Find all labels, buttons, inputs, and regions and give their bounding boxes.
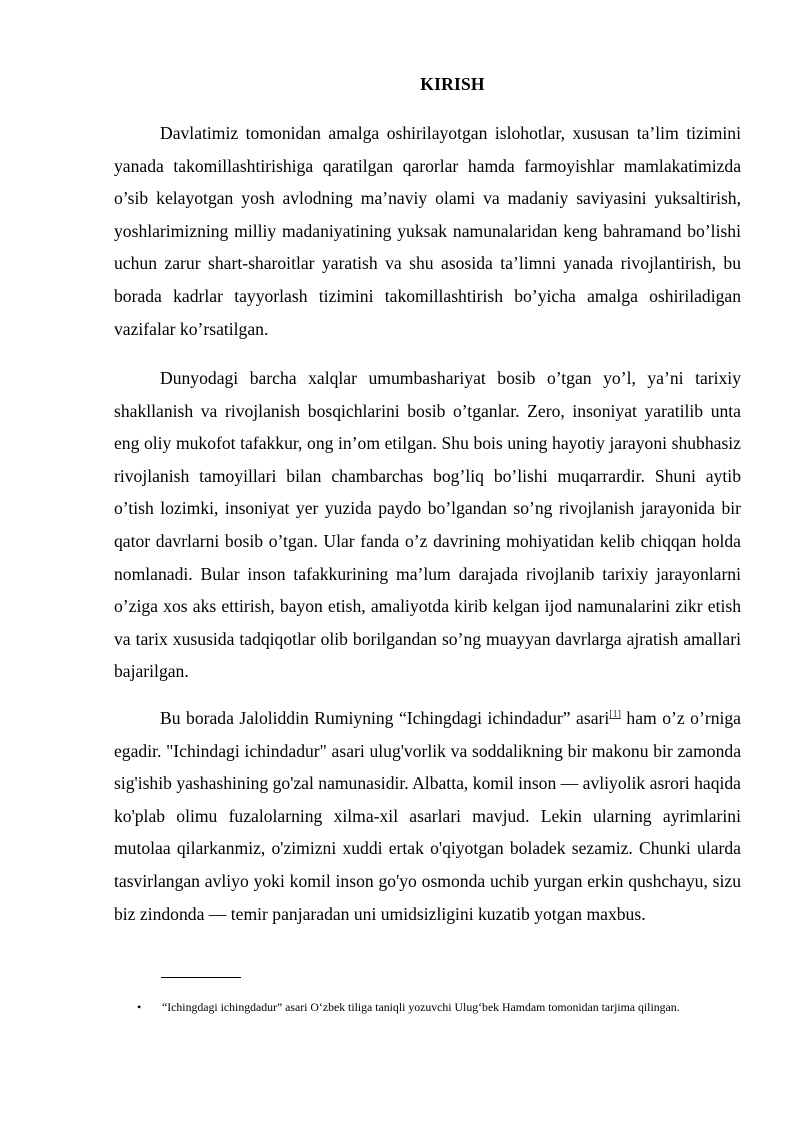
- paragraph-2-block: [114, 362, 741, 688]
- paragraph-3-text-start: Bu borada Jaloliddin Rumiyning “Ichingdagi ichindadur” asari: [160, 708, 610, 728]
- footnote-bullet-icon: •: [137, 1000, 142, 1014]
- paragraph-1-block: [114, 117, 741, 345]
- paragraph-2: Dunyodagi barcha xalqlar umumbashariyat bosib o’tgan yo’l, ya’ni tarixiy shakllanish va rivojlanish bosqichlarini bosib o’tganlar. Zero, insoniyat yaratilib unta eng oliy mukofot tafakkur, ong in’om etilgan. Shu bois uning hayotiy jarayoni shubhasiz rivojlanish tamoyillari bilan chambarchas bog’liq bo’lishi muqarrardir. Shuni aytib o’tish lozimki, insoniyat yer yuzida paydo bo’lgandan so’ng rivojlanish jarayonida bir qator davrlarni bosib o’tgan. Ular fanda o’z davrining mohiyatidan kelib chiqqan holda nomlanadi. Bular inson tafakkurining ma’lum darajada rivojlanib tarixiy jarayonlarni o’ziga xos aks ettirish, bayon etish, amaliyotda kirib kelgan ijod namunalarini zikr etish va tarix xususida tadqiqotlar olib borilgandan so’ng muayyan davrlarga ajratish amallari bajarilgan.: [114, 368, 741, 682]
- footnote-text: “Ichingdagi ichingdadur” asari O‘zbek tiliga taniqli yozuvchi Ulug‘bek Hamdam tomonidan tarjima qilingan.: [162, 1000, 680, 1014]
- page-title: KIRISH: [420, 74, 485, 94]
- footnote: [137, 1000, 727, 1015]
- footnote-divider: [161, 977, 241, 978]
- paragraph-3-block: [114, 702, 741, 930]
- footnote-reference-link[interactable]: [1]: [609, 709, 621, 721]
- paragraph-3: [114, 702, 741, 930]
- paragraph-1: Davlatimiz tomonidan amalga oshirilayotgan islohotlar, xususan ta’lim tizimini yanada takomillashtirishiga qaratilgan qarorlar hamda farmoyishlar mamlakatimizda o’sib kelayotgan yosh avlodning ma’naviy olami va madaniy saviyasini yuksaltirish, yoshlarimizning milliy madaniyatining yuksak namunalaridan keng bahramand bo’lishi uchun zarur shart-sharoitlar yaratish va shu asosida ta’limni yanada rivojlantirish, bu borada kadrlar tayyorlash tizimini takomillashtirish bo’yicha amalga oshiriladigan vazifalar ko’rsatilgan.: [114, 123, 741, 339]
- paragraph-3-text-end: ham o’z o’rniga egadir. "Ichindagi ichindadur" asari ulug'vorlik va soddalikning bir makonu bir zamonda sig'ishib yashashining go'zal namunasidir. Albatta, komil inson — avliyolik asrori haqida ko'plab olimu fuzalolarning xilma-xil asarlari mavjud. Lekin ularning ayrimlarini mutolaa qilarkanmiz, o'zimizni xuddi ertak o'qiyotgan boladek sezamiz. Chunki ularda tasvirlangan avliyo yoki komil inson go'yo osmonda uchib yurgan erkin qushchayu, sizu biz zindonda — temir panjaradan uni umidsizligini kuzatib yotgan maxbus.: [114, 708, 741, 924]
